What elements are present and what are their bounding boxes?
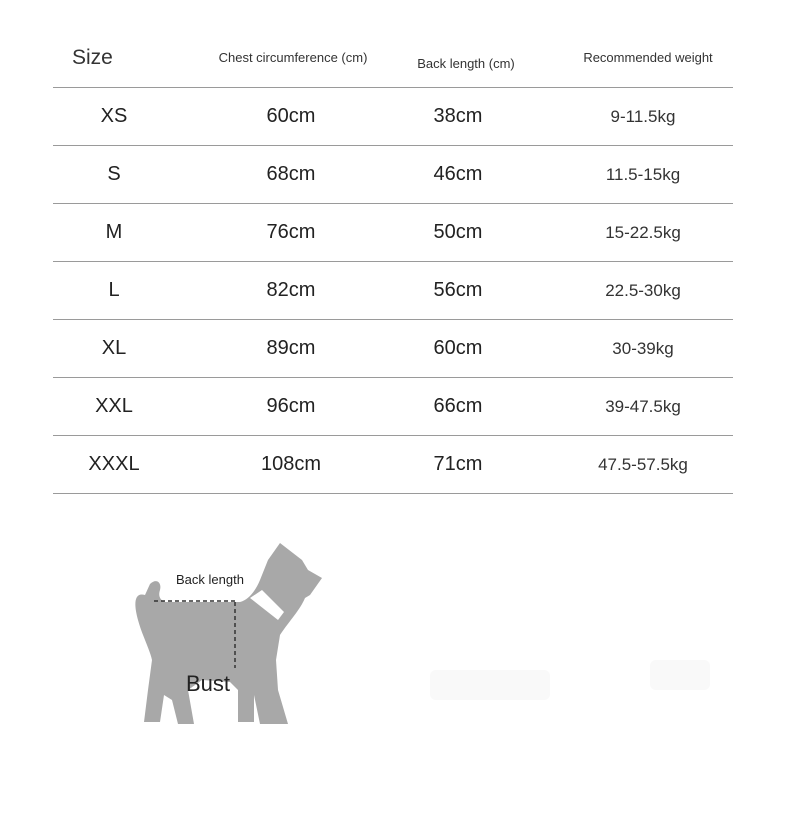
back-length-value: 50cm xyxy=(433,221,483,243)
size-value: S xyxy=(107,163,121,185)
weight-value: 39-47.5kg xyxy=(605,396,681,416)
chest-value: 76cm xyxy=(266,221,316,243)
dog-silhouette-icon xyxy=(130,540,330,730)
table-row xyxy=(53,262,733,320)
table-row xyxy=(53,320,733,378)
table-header xyxy=(53,28,733,88)
table-row xyxy=(53,378,733,436)
chest-value: 96cm xyxy=(266,395,316,417)
table-row xyxy=(53,146,733,204)
size-value: L xyxy=(108,279,120,301)
chest-value: 108cm xyxy=(260,453,322,475)
size-value: XXL xyxy=(95,395,133,417)
size-value: XL xyxy=(101,337,127,359)
chest-value: 82cm xyxy=(266,279,316,301)
back-length-value: 71cm xyxy=(433,453,483,475)
weight-value: 15-22.5kg xyxy=(605,222,681,242)
back-length-value: 38cm xyxy=(433,105,483,127)
faint-background-artifact xyxy=(430,670,550,700)
table-row xyxy=(53,88,733,146)
size-value: XXXL xyxy=(88,453,140,475)
weight-value: 47.5-57.5kg xyxy=(598,454,688,474)
chest-value: 68cm xyxy=(266,163,316,185)
size-chart-table xyxy=(53,28,733,494)
header-recommended-weight: Recommended weight xyxy=(583,50,713,65)
size-value: M xyxy=(105,221,123,243)
back-length-value: 60cm xyxy=(433,337,483,359)
header-chest: Chest circumference (cm) xyxy=(218,50,368,65)
table-row xyxy=(53,204,733,262)
weight-value: 9-11.5kg xyxy=(610,106,676,126)
bust-label: Bust xyxy=(186,671,231,696)
back-length-value: 66cm xyxy=(433,395,483,417)
faint-background-artifact xyxy=(650,660,710,690)
weight-value: 22.5-30kg xyxy=(605,280,681,300)
back-length-value: 56cm xyxy=(433,279,483,301)
back-length-value: 46cm xyxy=(433,163,483,185)
size-value: XS xyxy=(100,105,128,127)
weight-value: 11.5-15kg xyxy=(605,164,681,184)
back-length-label: Back length xyxy=(176,572,244,587)
table-row xyxy=(53,436,733,494)
header-size: Size xyxy=(72,45,113,69)
chest-value: 89cm xyxy=(266,337,316,359)
chest-value: 60cm xyxy=(266,105,316,127)
dog-measurement-diagram xyxy=(130,540,330,730)
header-back-length: Back length (cm) xyxy=(417,56,515,71)
weight-value: 30-39kg xyxy=(612,338,674,358)
